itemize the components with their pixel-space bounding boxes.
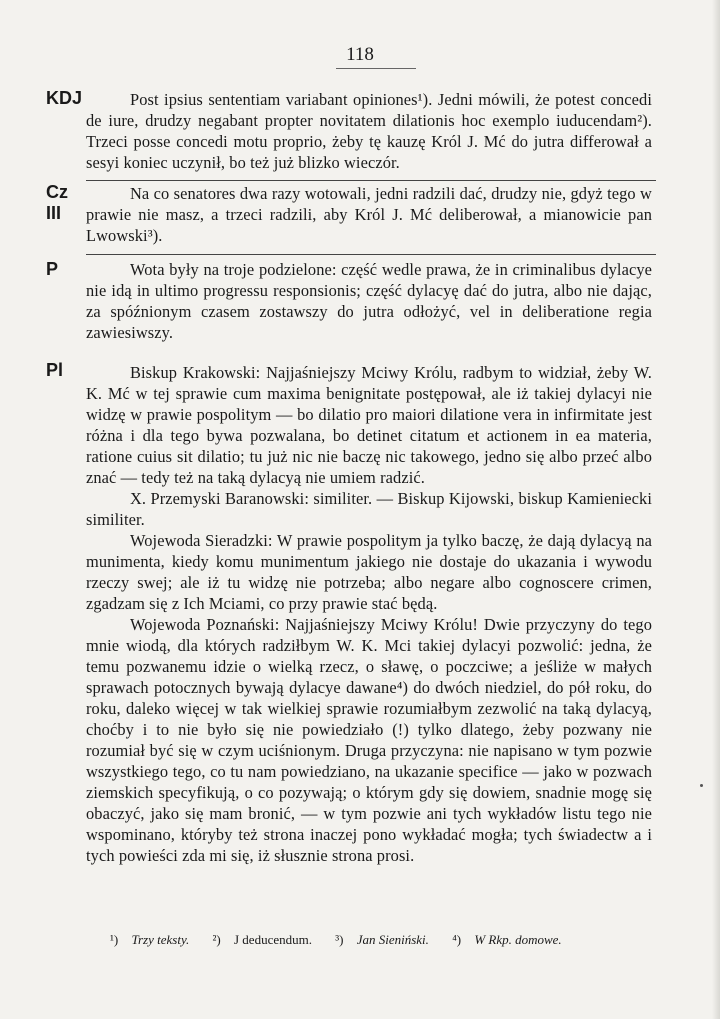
section-siglum: P [46, 259, 59, 279]
paragraph: Wota były na troje podzielone: część wedle prawa, że in criminalibus dylacye nie idą in ultimo progressu responsionis; część dylacyę dać do jutra, albo nie dając, za spóźnionym czasem zostawszy do jutra odłożyć, vel in deliberatione regia zawiesiwszy. [86, 260, 652, 342]
footnote [213, 932, 322, 947]
page-number-rule [336, 68, 416, 69]
scan-edge [712, 0, 720, 1019]
paragraph: Wojewoda Poznański: Najjaśniejszy Mciwy Królu! Dwie przyczyny do tego mnie wiodą, dla których radziłbym W. K. Mci takiej dylacyi pozwolić: jedna, że temu pozwanemu idzie o wielką rzecz, o sławę, o poczciwe; a jeśliże w małych sprawach potocznych bywają dylacye dawane⁴) do dwóch niedziel, do pół roku, do roku, daleko więcej w tak wielkiej sprawie rozumiałbym zezwolić na taką dylacyą, choćby i to nie było się nie powiedziało (!) tylko dlatego, żeby pozwany nie rozumiał być się w czym uciśnionym. Druga przyczyna: nie napisano w tym pozwie wszystkiego tego, co tu nam powiedziano, na ukazanie specifice — jako w pozwach ziemskich specyfikują, o co pozywają; o którym gdy się dowiem, snadnie mogę się obaczyć, jako się mam bronić, — w tym pozwie ani tych wykładów listu tego nie wspominano, któryby też strona inaczej pono wykładać mogła; tych świadectw a i tych powieści zda mi się, iż słusznie strona prosi. [86, 615, 652, 865]
section-divider [86, 180, 656, 181]
footnotes [110, 932, 670, 948]
footnote-mark: ¹) [110, 932, 119, 947]
section-text [86, 183, 652, 246]
footnote-mark: ³) [335, 932, 344, 947]
footnote [110, 932, 199, 947]
paragraph: Post ipsius sententiam variabant opiniones¹). Jedni mówili, że potest concedi de iure, drudzy negabant propter novitatem dilationis hoc exemplo iuducendam²). Trzeci posse concedi motu proprio, żeby tę kauzę Król J. Mć do jutra differował a sesyi koniec uczynił, bo też już blizko wieczór. [86, 90, 652, 172]
paragraph: Na co senatores dwa razy wotowali, jedni radzili dać, drudzy nie, gdyż tego w prawie nie masz, a trzeci radzili, aby Król J. Mć deliberował, a mianowicie pan Lwowski³). [86, 184, 652, 245]
section-siglum: Cz III [46, 182, 68, 223]
section-text [86, 362, 652, 866]
footnote-text: Jan Sieniński. [356, 932, 429, 947]
section-siglum: Pl [46, 360, 64, 380]
paragraph: Biskup Krakowski: Najjaśniejszy Mciwy Królu, radbym to widział, żeby W. K. Mć w tej sprawie cum maxima benignitate postępował, ale iż takiej dylacyi nie widzę w prawie pospolitym — bo dilatio pro maiori dilatione vera in infirmitate jest różna i dla tego bywa pozwalana, bo detinet citatum et actionem in ea materia, ratione cuius sit dilatio; tu już nic nie baczę nic takowego, jedno się albo przeć albo znać — tedy też na taką dylacyą nie umiem radzić. [86, 363, 652, 487]
section-text [86, 259, 652, 343]
footnote-mark: ²) [212, 932, 221, 947]
section-divider [86, 254, 656, 255]
footnote-text: W Rkp. domowe. [474, 932, 562, 947]
footnote [335, 932, 439, 947]
paragraph: Wojewoda Sieradzki: W prawie pospolitym ja tylko baczę, że dają dylacyą na munimenta, kiedy komu munimentum jakiego nie dostaje do ukazania i wywodu rzeczy swej; ale iż tu widzę nie potrzeba; albo negare albo cognoscere crimen, zgadzam się z Ich Mciami, co przy prawie stać będą. [86, 531, 652, 613]
footnote [452, 932, 572, 947]
section-text [86, 89, 652, 173]
footnote-mark: ⁴) [452, 932, 462, 947]
scan-speck [700, 784, 703, 787]
paragraph: X. Przemyski Baranowski: similiter. — Biskup Kijowski, biskup Kamieniecki similiter. [86, 489, 652, 529]
footnote-text: Trzy teksty. [131, 932, 190, 947]
footnote-text: J deducendum. [234, 932, 312, 947]
page-number: 118 [346, 44, 374, 65]
section-siglum: KDJ [46, 88, 83, 108]
